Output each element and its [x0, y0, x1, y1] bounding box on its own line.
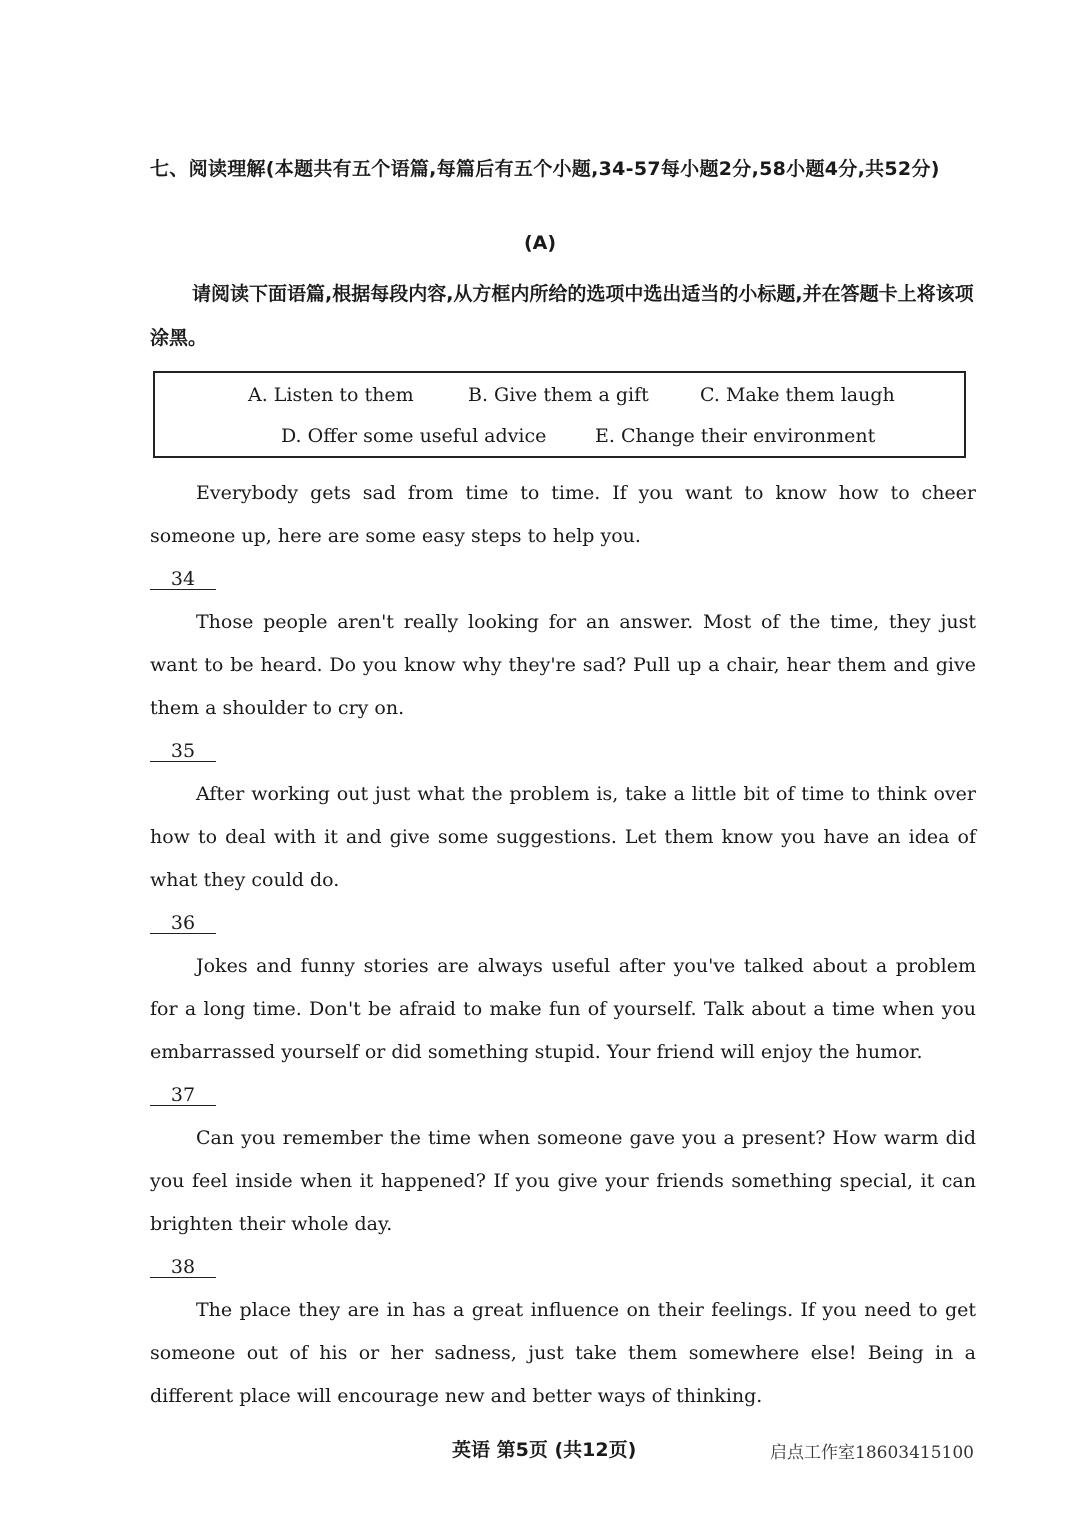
blank-36 — [150, 902, 976, 945]
passage — [150, 472, 976, 1418]
section-title: 七、阅读理解(本题共有五个语篇,每篇后有五个小题,34-57每小题2分,58小题4分,共52分) — [150, 158, 940, 180]
paragraph-35: After working out just what the problem is, take a little bit of time to think over how to deal with it and give some suggestions. Let them know you have an idea of what they could do. — [150, 783, 976, 891]
paragraph-37: Can you remember the time when someone gave you a present? How warm did you feel inside when it happened? If you give your friends something special, it can brighten their whole day. — [150, 1127, 976, 1235]
options-box — [153, 371, 966, 458]
option-e: E. Change their environment — [595, 425, 876, 447]
blank-35 — [150, 730, 976, 773]
instruction-text: 请阅读下面语篇,根据每段内容,从方框内所给的选项中选出适当的小标题,并在答题卡上将该项涂黑。 — [150, 283, 974, 349]
question-number: 35 — [150, 741, 216, 762]
page-footer — [0, 1435, 1080, 1465]
watermark: 启点工作室18603415100 — [770, 1443, 974, 1463]
blank-38 — [150, 1246, 976, 1289]
paragraph-36: Jokes and funny stories are always useful after you've talked about a problem for a long time. Don't be afraid to make fun of yourself. Talk about a time when you embarrassed yourself or did something stupid. Your friend will enjoy the humor. — [150, 955, 976, 1063]
option-a: A. Listen to them — [248, 384, 414, 406]
question-number: 37 — [150, 1085, 216, 1106]
question-number: 34 — [150, 569, 216, 590]
blank-37 — [150, 1074, 976, 1117]
option-d: D. Offer some useful advice — [281, 425, 547, 447]
blank-34 — [150, 558, 976, 601]
paragraph-38: The place they are in has a great influence on their feelings. If you need to get someone out of his or her sadness, just take them somewhere else! Being in a different place will encourage new and better ways of thinking. — [150, 1299, 976, 1407]
option-c: C. Make them laugh — [700, 384, 895, 406]
part-label: (A) — [523, 232, 557, 254]
question-number: 36 — [150, 913, 216, 934]
intro-paragraph: Everybody gets sad from time to time. If you want to know how to cheer someone up, here are some easy steps to help you. — [150, 482, 976, 547]
page-info: 英语 第5页 (共12页) — [452, 1439, 637, 1461]
paragraph-34: Those people aren't really looking for an answer. Most of the time, they just want to be heard. Do you know why they're sad? Pull up a chair, hear them and give them a shoulder to cry on. — [150, 611, 976, 719]
option-b: B. Give them a gift — [468, 384, 649, 406]
question-number: 38 — [150, 1257, 216, 1278]
